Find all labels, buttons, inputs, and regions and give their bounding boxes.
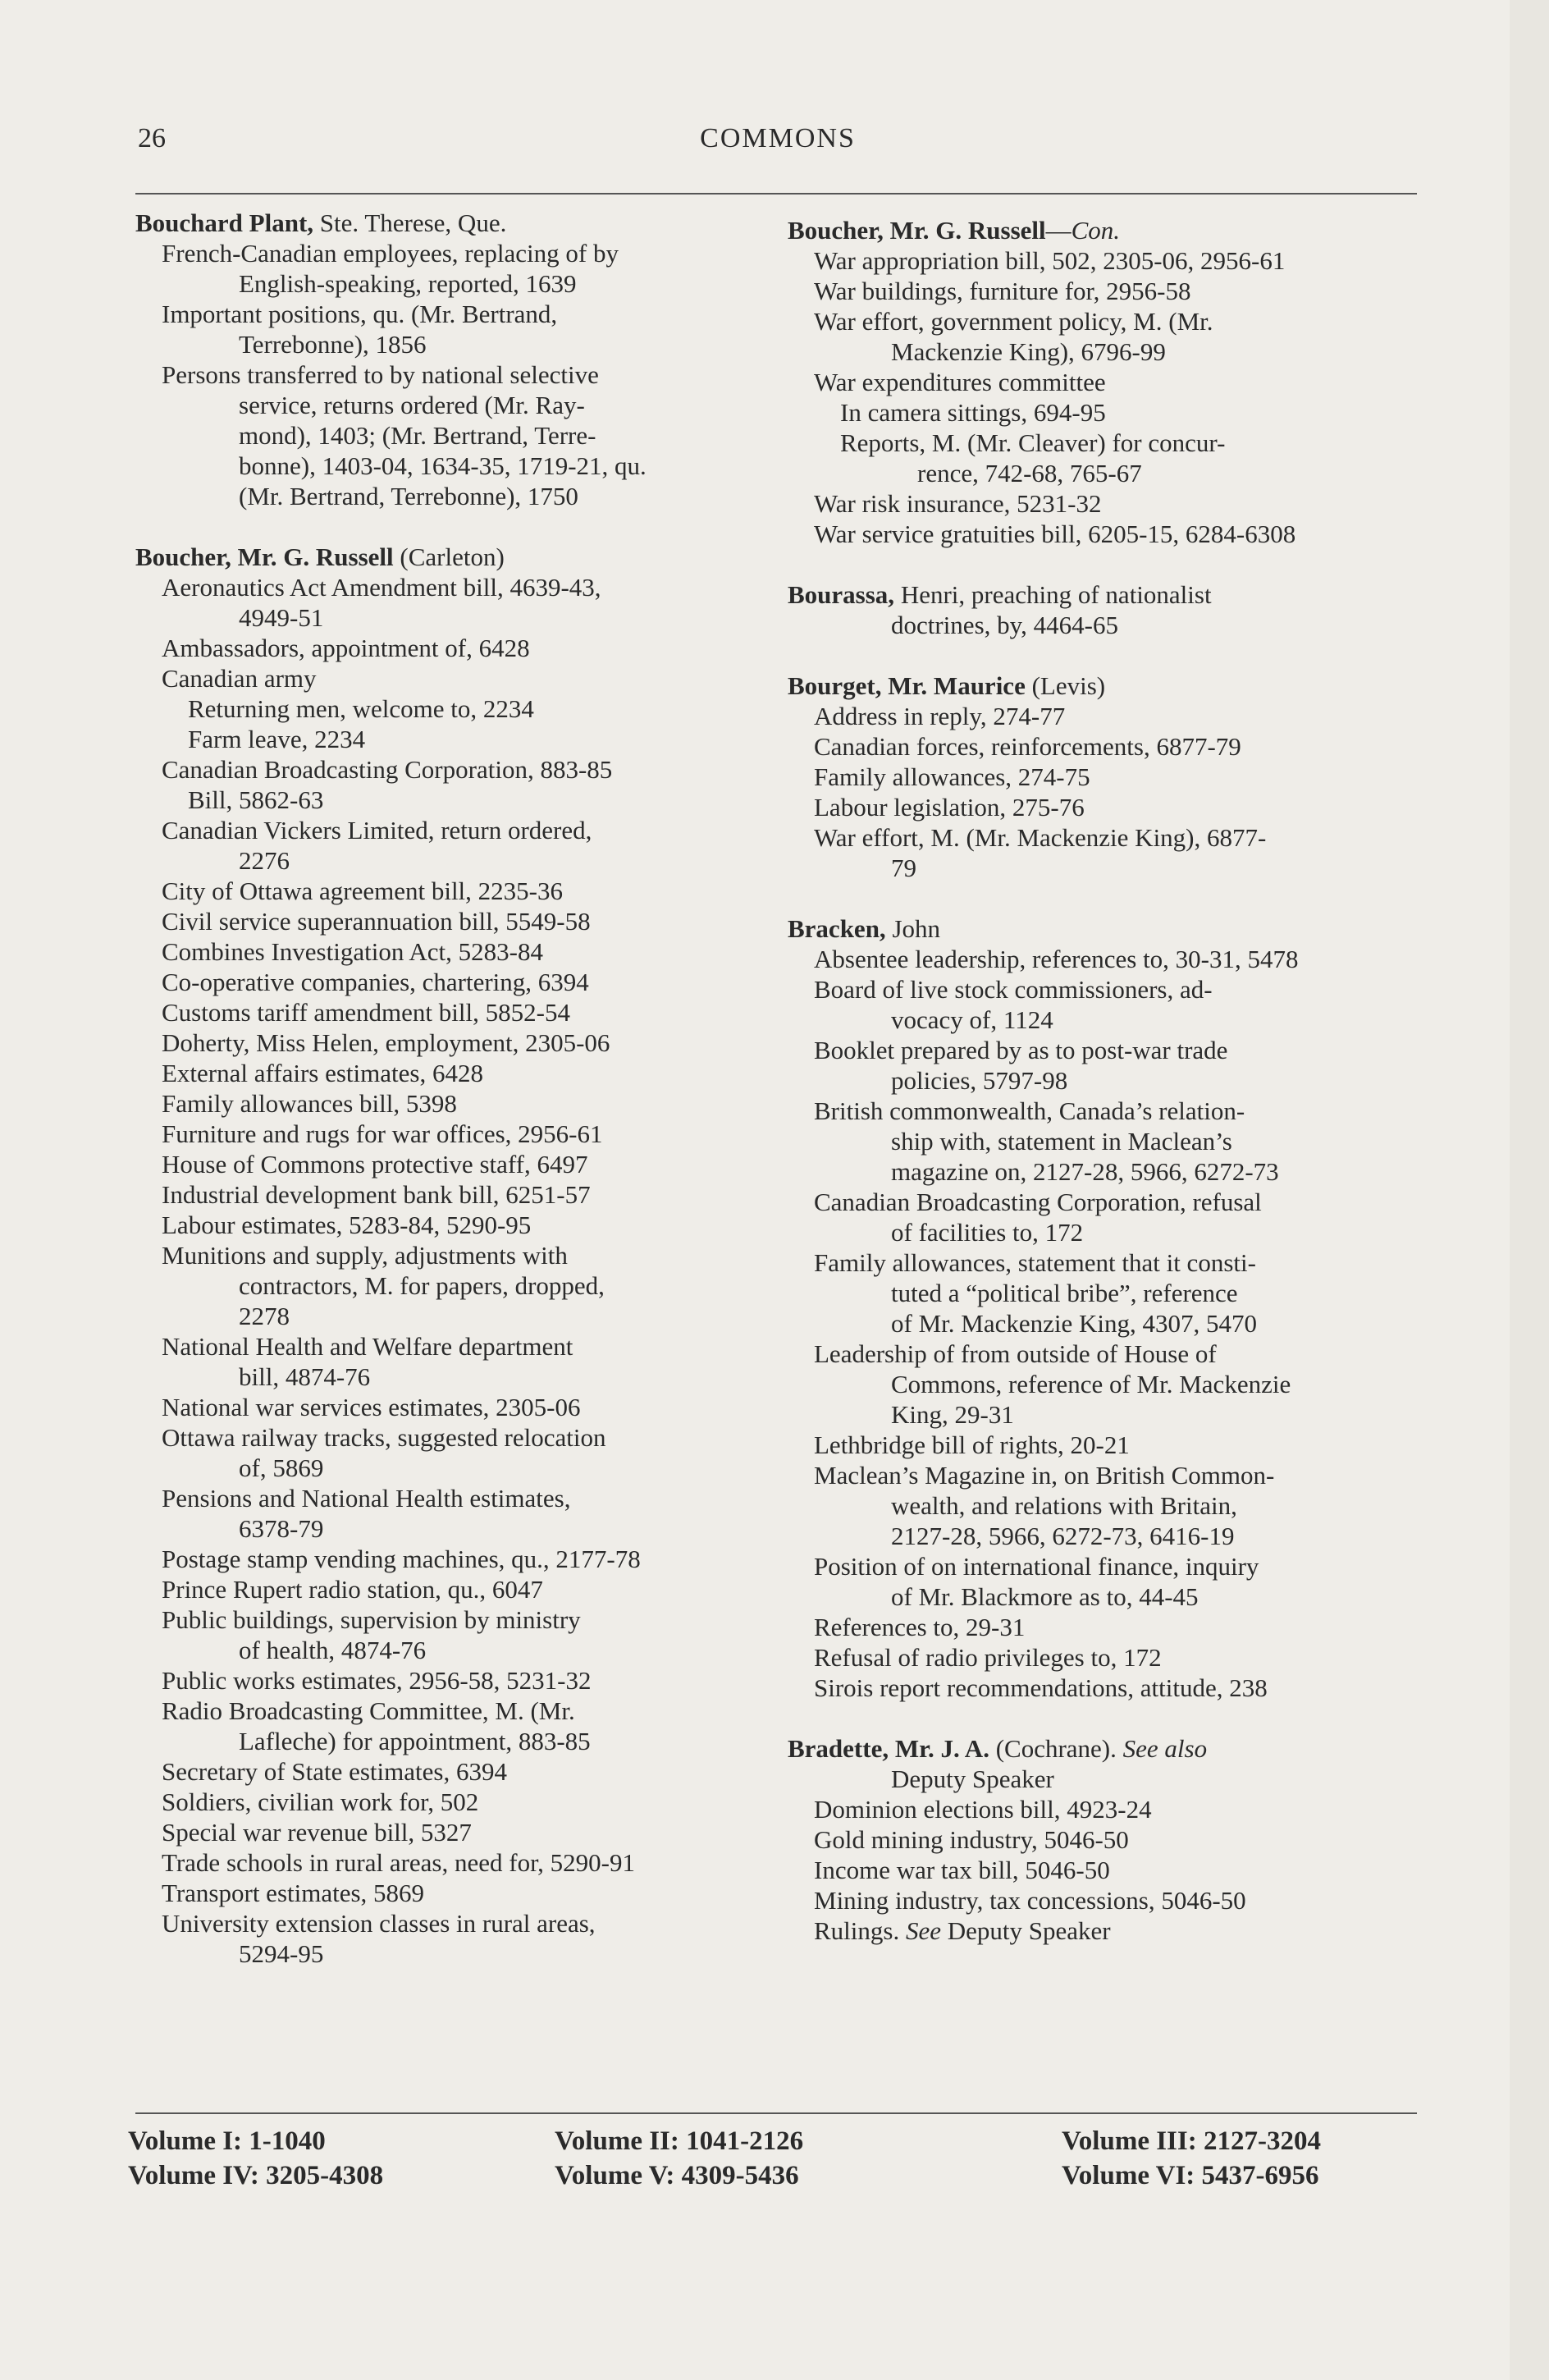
reference-text: Transport estimates, 5869 [162,1879,425,1907]
reference-text: Sirois report recommendations, attitude, 238 [814,1673,1268,1702]
reference-continuation: bonne), 1403-04, 1634-35, 1719-21, qu. [239,451,647,480]
index-reference [135,1787,743,1817]
reference-text: External affairs estimates, 6428 [162,1059,483,1087]
reference-continuation: rence, 742-68, 765-67 [917,459,1142,487]
reference-text: Canadian Vickers Limited, return ordered, [162,816,592,844]
entry-name: Bracken, [788,914,886,943]
index-reference [135,1604,743,1665]
reference-text: War effort, M. (Mr. Mackenzie King), 6877- [814,823,1267,852]
index-reference [788,367,1418,397]
reference-text: Munitions and supply, adjustments with [162,1241,568,1270]
reference-text: Canadian army [162,664,317,693]
index-reference [135,1908,743,1969]
reference-text: Family allowances, 274-75 [814,762,1090,791]
index-reference [788,1551,1418,1612]
index-reference [135,1088,743,1119]
entry-qualifier: (Carleton) [393,542,505,571]
entry-name: Bourget, Mr. Maurice [788,671,1026,700]
entry-qualifier: — [1045,216,1072,245]
index-reference [135,1331,743,1392]
index-reference [788,488,1418,519]
index-reference [135,1028,743,1058]
reference-text: Aeronautics Act Amendment bill, 4639-43, [162,573,601,602]
index-reference [788,1460,1418,1551]
index-reference [135,1058,743,1088]
page-title: COMMONS [700,123,856,153]
reference-continuation: 79 [891,854,916,882]
reference-text: Doherty, Miss Helen, employment, 2305-06 [162,1028,610,1057]
index-reference [788,1096,1418,1187]
index-entry [788,913,1418,1703]
index-reference [788,1187,1418,1247]
index-reference [135,724,743,754]
reference-continuation: policies, 5797-98 [891,1066,1068,1095]
entry-qualifier: Henri, preaching of nationalist [894,580,1212,609]
index-reference [135,1847,743,1878]
index-reference [788,1673,1418,1703]
reference-continuation: of health, 4874-76 [239,1636,427,1664]
reference-text: British commonwealth, Canada’s relation- [814,1096,1245,1125]
index-reference [788,1430,1418,1460]
reference-continuation: of Mr. Mackenzie King, 4307, 5470 [891,1309,1257,1338]
reference-text: War buildings, furniture for, 2956-58 [814,277,1191,305]
reference-text: Combines Investigation Act, 5283-84 [162,937,543,966]
entry-name: Bourassa, [788,580,895,609]
index-entry [788,579,1418,640]
index-reference [135,997,743,1028]
index-reference [135,633,743,663]
reference-text: Canadian forces, reinforcements, 6877-79 [814,732,1241,761]
bottom-rule [135,2112,1417,2114]
index-reference [135,663,743,693]
reference-text: Furniture and rugs for war offices, 2956-61 [162,1119,603,1148]
reference-target: Deputy Speaker [941,1916,1111,1945]
volume-1: Volume I: 1-1040 [128,2126,326,2156]
reference-continuation: wealth, and relations with Britain, [891,1491,1237,1520]
index-entry [788,671,1418,883]
reference-text: Pensions and National Health estimates, [162,1484,571,1513]
reference-text: Important positions, qu. (Mr. Bertrand, [162,300,558,328]
reference-continuation: tuted a “political bribe”, reference [891,1279,1238,1307]
reference-continuation: of Mr. Blackmore as to, 44-45 [891,1582,1199,1611]
index-reference [788,731,1418,762]
entry-heading [135,542,743,572]
index-reference [788,519,1418,549]
index-reference [135,967,743,997]
entry-heading [135,208,743,238]
reference-text: Special war revenue bill, 5327 [162,1818,472,1847]
index-reference [135,1696,743,1756]
reference-text: Canadian Broadcasting Corporation, 883-85 [162,755,613,784]
index-reference [788,245,1418,276]
reference-text: Booklet prepared by as to post-war trade [814,1036,1228,1064]
index-reference [135,693,743,724]
reference-text: War appropriation bill, 502, 2305-06, 2956-61 [814,246,1286,275]
index-reference [135,876,743,906]
index-reference [135,1392,743,1422]
index-reference [135,299,743,359]
index-reference [788,701,1418,731]
index-reference [135,1119,743,1149]
index-reference [135,1179,743,1210]
reference-text: Absentee leadership, references to, 30-31, 5478 [814,945,1299,973]
reference-text: Dominion elections bill, 4923-24 [814,1795,1152,1824]
reference-continuation: 2127-28, 5966, 6272-73, 6416-19 [891,1522,1235,1550]
index-entry [788,1733,1418,1946]
reference-text: In camera sittings, 694-95 [840,398,1106,427]
reference-text: Ottawa railway tracks, suggested relocation [162,1423,606,1452]
reference-text: Co-operative companies, chartering, 6394 [162,968,589,996]
entry-heading [788,215,1418,245]
entry-heading [788,671,1418,701]
index-reference [788,762,1418,792]
entry-qualifier: (Cochrane). [989,1734,1117,1763]
reference-continuation: of, 5869 [239,1453,324,1482]
reference-continuation: mond), 1403; (Mr. Bertrand, Terre- [239,421,596,450]
reference-text: Radio Broadcasting Committee, M. (Mr. [162,1696,575,1725]
index-reference [788,1339,1418,1430]
reference-continuation: Lafleche) for appointment, 883-85 [239,1727,591,1755]
reference-text: Rulings. [814,1916,900,1945]
index-reference [135,1483,743,1544]
volume-5: Volume V: 4309-5436 [555,2161,799,2190]
index-reference [135,815,743,876]
reference-text: References to, 29-31 [814,1613,1026,1641]
reference-continuation: Terrebonne), 1856 [239,330,427,359]
reference-continuation: contractors, M. for papers, dropped, [239,1271,605,1300]
index-reference [135,572,743,633]
reference-text: Public works estimates, 2956-58, 5231-32 [162,1666,592,1695]
index-reference [788,1642,1418,1673]
reference-continuation: ship with, statement in Maclean’s [891,1127,1232,1156]
reference-text: Mining industry, tax concessions, 5046-50 [814,1886,1246,1915]
reference-text: Industrial development bank bill, 6251-57 [162,1180,591,1209]
index-reference [788,428,1418,488]
index-reference [788,1855,1418,1885]
reference-text: Postage stamp vending machines, qu., 2177-78 [162,1545,641,1573]
reference-text: Board of live stock commissioners, ad- [814,975,1213,1004]
index-reference [135,754,743,785]
reference-continuation: 2276 [239,846,290,875]
reference-text: National Health and Welfare department [162,1332,573,1361]
entry-name: Bradette, Mr. J. A. [788,1734,989,1763]
reference-text: Lethbridge bill of rights, 20-21 [814,1430,1130,1459]
reference-text: Leadership of from outside of House of [814,1339,1217,1368]
entry-heading [788,579,1418,610]
top-rule [135,193,1417,195]
entry-name: Bouchard Plant, [135,208,314,237]
reference-text: Reports, M. (Mr. Cleaver) for concur- [840,428,1226,457]
reference-text: Position of on international finance, inquiry [814,1552,1259,1581]
reference-text: Secretary of State estimates, 6394 [162,1757,507,1786]
index-reference [788,822,1418,883]
reference-text: Address in reply, 274-77 [814,702,1066,730]
index-entry [135,208,743,511]
reference-text: House of Commons protective staff, 6497 [162,1150,588,1179]
volume-2: Volume II: 1041-2126 [555,2126,804,2156]
reference-text: Farm leave, 2234 [188,725,366,753]
entry-qualifier: (Levis) [1025,671,1106,700]
reference-text: University extension classes in rural areas, [162,1909,596,1938]
page-number: 26 [138,123,166,153]
reference-continuation: 2278 [239,1302,290,1330]
reference-text: Bill, 5862-63 [188,785,324,814]
reference-see: See [899,1916,941,1945]
reference-continuation: (Mr. Bertrand, Terrebonne), 1750 [239,482,578,510]
left-column [135,208,743,1999]
volume-6: Volume VI: 5437-6956 [1062,2161,1319,2190]
index-reference [135,359,743,511]
index-reference [788,1247,1418,1339]
entry-heading [788,1733,1418,1764]
index-reference [135,1574,743,1604]
index-reference [135,238,743,299]
entry-heading [788,913,1418,944]
index-reference [135,785,743,815]
page-header [138,123,1418,172]
index-reference [788,397,1418,428]
reference-text: Soldiers, civilian work for, 502 [162,1787,479,1816]
reference-continuation: King, 29-31 [891,1400,1014,1429]
index-reference [788,1612,1418,1642]
volume-4: Volume IV: 3205-4308 [128,2161,384,2190]
index-reference [788,974,1418,1035]
index-reference [788,1824,1418,1855]
index-reference [135,906,743,936]
reference-text: War risk insurance, 5231-32 [814,489,1102,518]
reference-text: War service gratuities bill, 6205-15, 6284-6308 [814,519,1296,548]
reference-text: Canadian Broadcasting Corporation, refusal [814,1188,1262,1216]
index-reference [788,1885,1418,1915]
entry-heading-wrap: doctrines, by, 4464-65 [891,611,1118,639]
entry-name: Boucher, Mr. G. Russell [788,216,1046,245]
reference-text: Maclean’s Magazine in, on British Common- [814,1461,1275,1490]
index-reference [788,944,1418,974]
reference-continuation: 4949-51 [239,603,324,632]
reference-text: National war services estimates, 2305-06 [162,1393,581,1421]
reference-text: Labour estimates, 5283-84, 5290-95 [162,1211,532,1239]
entry-qualifier: Ste. Therese, Que. [313,208,507,237]
entry-heading-wrap: Deputy Speaker [891,1764,1054,1793]
reference-text: Gold mining industry, 5046-50 [814,1825,1129,1854]
reference-text: Trade schools in rural areas, need for, 5290-91 [162,1848,635,1877]
index-reference [135,1817,743,1847]
reference-text: Prince Rupert radio station, qu., 6047 [162,1575,543,1604]
reference-text: Refusal of radio privileges to, 172 [814,1643,1162,1672]
index-reference [135,1756,743,1787]
index-entry [788,215,1418,549]
index-reference [135,1240,743,1331]
reference-continuation: vocacy of, 1124 [891,1005,1053,1034]
index-reference [788,276,1418,306]
reference-text: Income war tax bill, 5046-50 [814,1856,1110,1884]
reference-continuation: service, returns ordered (Mr. Ray- [239,391,585,419]
index-reference [135,1665,743,1696]
volume-3: Volume III: 2127-3204 [1062,2126,1321,2156]
reference-text: City of Ottawa agreement bill, 2235-36 [162,876,563,905]
index-reference [788,792,1418,822]
reference-continuation: Mackenzie King), 6796-99 [891,337,1166,366]
reference-text: Civil service superannuation bill, 5549-58 [162,907,591,936]
index-reference [135,1422,743,1483]
reference-continuation: 5294-95 [239,1939,324,1968]
reference-text: Customs tariff amendment bill, 5852-54 [162,998,570,1027]
index-entry [135,542,743,1969]
index-reference [788,306,1418,367]
reference-text: Family allowances bill, 5398 [162,1089,457,1118]
reference-text: Family allowances, statement that it consti- [814,1248,1256,1277]
index-reference [788,1035,1418,1096]
reference-text: French-Canadian employees, replacing of by [162,239,619,268]
entry-qualifier: John [885,914,941,943]
entry-continued: Con. [1071,216,1121,245]
reference-text: War expenditures committee [814,368,1106,396]
entry-see-also: See also [1116,1734,1208,1763]
reference-text: Ambassadors, appointment of, 6428 [162,634,530,662]
reference-text: Persons transferred to by national selective [162,360,599,389]
index-reference [135,1210,743,1240]
reference-continuation: Commons, reference of Mr. Mackenzie [891,1370,1291,1398]
reference-text: Public buildings, supervision by ministry [162,1605,581,1634]
reference-text: Returning men, welcome to, 2234 [188,694,534,723]
reference-continuation: magazine on, 2127-28, 5966, 6272-73 [891,1157,1279,1186]
reference-continuation: 6378-79 [239,1514,324,1543]
index-reference [135,936,743,967]
entry-name: Boucher, Mr. G. Russell [135,542,394,571]
index-reference [135,1544,743,1574]
index-reference [788,1794,1418,1824]
reference-continuation: English-speaking, reported, 1639 [239,269,577,298]
index-reference [788,1915,1418,1946]
index-reference [135,1878,743,1908]
index-reference [135,1149,743,1179]
right-column [788,215,1418,1976]
reference-continuation: bill, 4874-76 [239,1362,371,1391]
reference-text: War effort, government policy, M. (Mr. [814,307,1213,336]
reference-text: Labour legislation, 275-76 [814,793,1085,822]
reference-continuation: of facilities to, 172 [891,1218,1084,1247]
